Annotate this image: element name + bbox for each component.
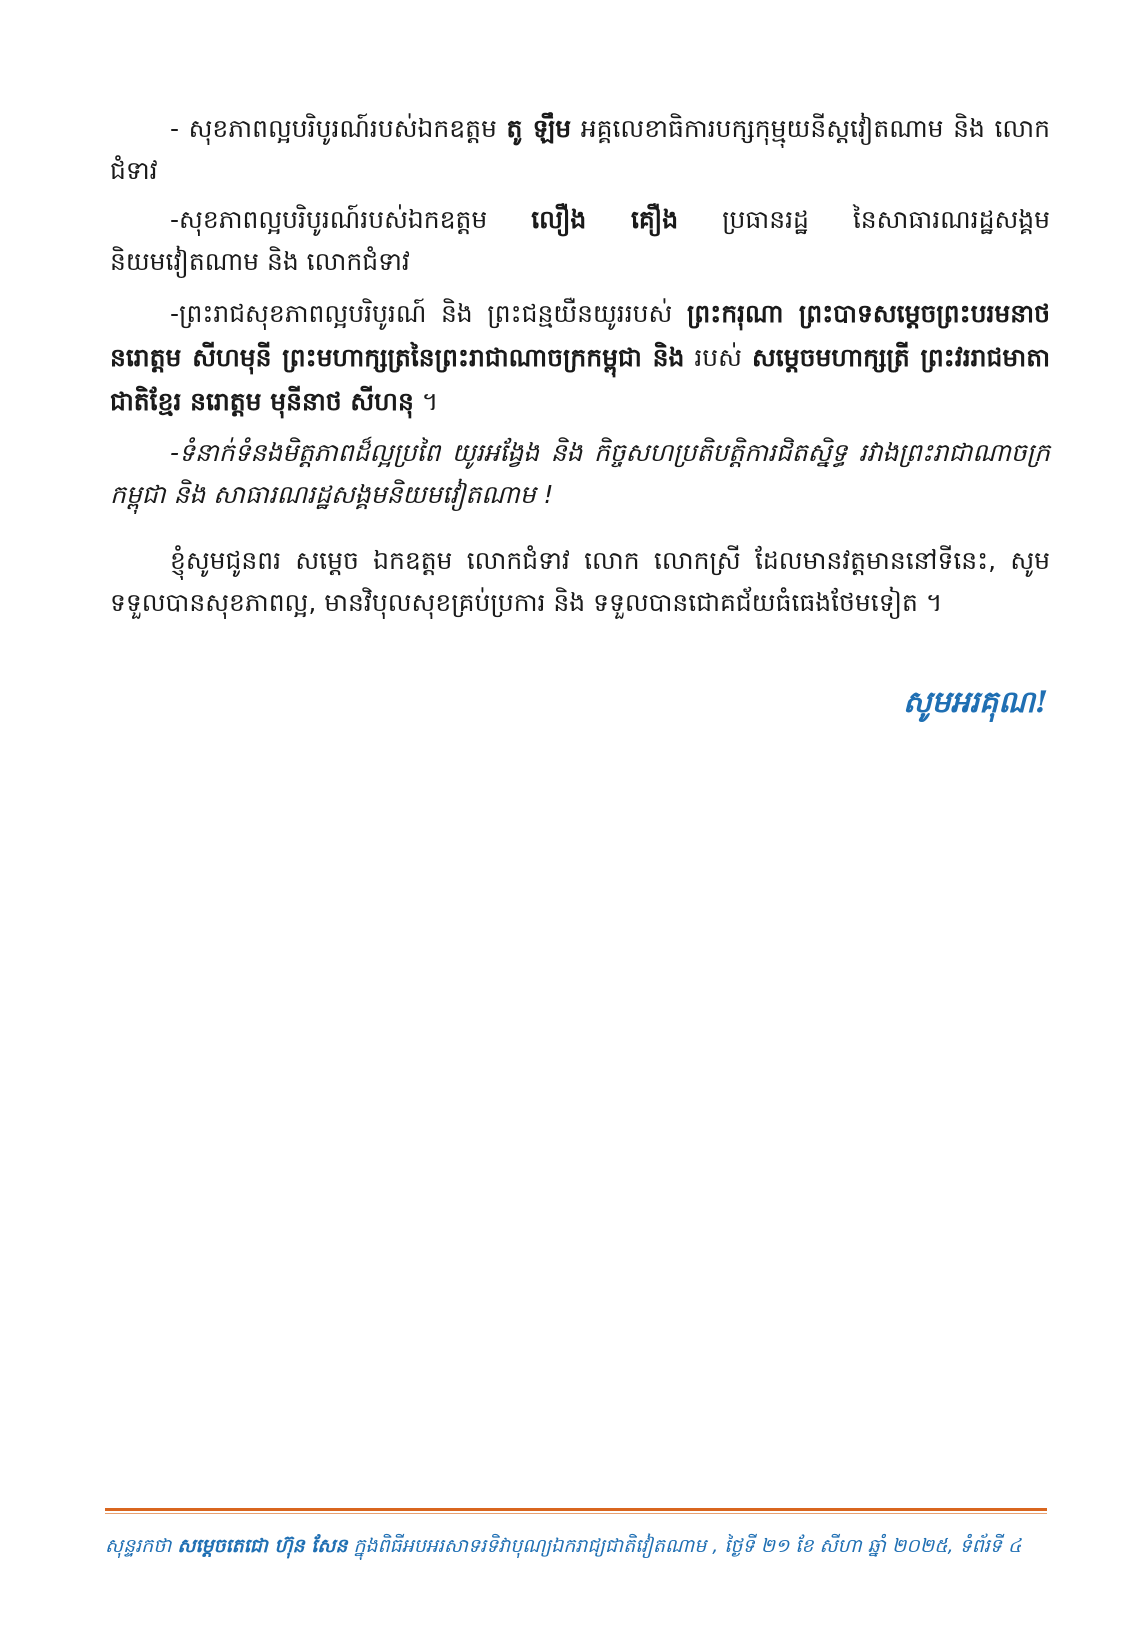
p4-text: -ទំនាក់ទំនងមិត្តភាពដ៏ល្អប្រពៃ យូរអង្វែង និង កិច្ចសហប្រតិបត្តិការជិតស្និទ្ធ រវាងព្រះរាជាណាចក្រកម្ពុជា និង សាធារណរដ្ឋសង្គមនិយមវៀតណាម !: [110, 438, 1050, 509]
paragraph-health-general-secretary: [110, 108, 1050, 192]
footer-divider-thin: [105, 1513, 1047, 1514]
p3-bold-queen-mother: សម្តេចមហាក្សត្រី ព្រះវររាជមាតាជាតិខ្មែរ នរោត្តម មុនីនាថ សីហនុ: [110, 343, 1050, 416]
p2-bold-name: លឿង គឿង: [531, 205, 679, 234]
p1-bold-name: តូ ឡឹម: [506, 114, 572, 143]
footer-suffix: ក្នុងពិធីអបអរសាទរទិវាបុណ្យឯករាជ្យជាតិវៀតណាម , ថ្ងៃទី ២១ ខែ សីហា ឆ្នាំ ២០២៥, ទំព័រទី ៤: [347, 1535, 1022, 1557]
p3-bold-king: ព្រះករុណា ព្រះបាទសម្តេចព្រះបរមនាថ នរោត្តម សីហមុនី ព្រះមហាក្សត្រនៃព្រះរាជាណាចក្រកម្ពុជា និង: [110, 299, 1050, 372]
p1-suffix: អគ្គលេខាធិការបក្សកុម្មុយនីស្តវៀតណាម និង លោកជំទាវ: [110, 114, 1050, 185]
paragraph-royal-health: [110, 292, 1050, 424]
p2-prefix: -សុខភាពល្អបរិបូរណ៍របស់ឯកឧត្តម: [170, 205, 532, 234]
paragraph-health-president: [110, 199, 1050, 283]
footer-speaker-name: សម្តេចតេជោ ហ៊ុន សែន: [177, 1535, 348, 1557]
paragraph-friendship: [110, 432, 1050, 516]
footer-divider: [105, 1508, 1047, 1511]
p3-suffix: ។: [413, 387, 439, 416]
p1-prefix: - សុខភាពល្អបរិបូរណ៍របស់ឯកឧត្តម: [170, 114, 507, 143]
p3-prefix: -ព្រះរាជសុខភាពល្អបរិបូរណ៍ និង ព្រះជន្មយឺនយូររបស់: [170, 299, 687, 328]
footer-prefix: សុន្ទរកថា: [105, 1535, 178, 1557]
p3-middle: របស់: [684, 343, 752, 372]
page-footer: [105, 1532, 1047, 1560]
p5-text: ខ្ញុំសូមជូនពរ សម្តេច ឯកឧត្តម លោកជំទាវ លោក លោកស្រី ដែលមានវត្តមាននៅទីនេះ, សូមទទួលបានសុខភាពល្អ, មានវិបុលសុខគ្រប់ប្រការ និង ទទួលបានជោគជ័យធំធេងថែមទៀត ។: [110, 546, 1050, 617]
p2-suffix: ប្រធានរដ្ឋ នៃសាធារណរដ្ឋសង្គមនិយមវៀតណាម និង លោកជំទាវ: [110, 205, 1050, 276]
paragraph-closing-wishes: [110, 540, 1050, 624]
thank-you-text: សូមអរគុណ!: [902, 685, 1048, 720]
